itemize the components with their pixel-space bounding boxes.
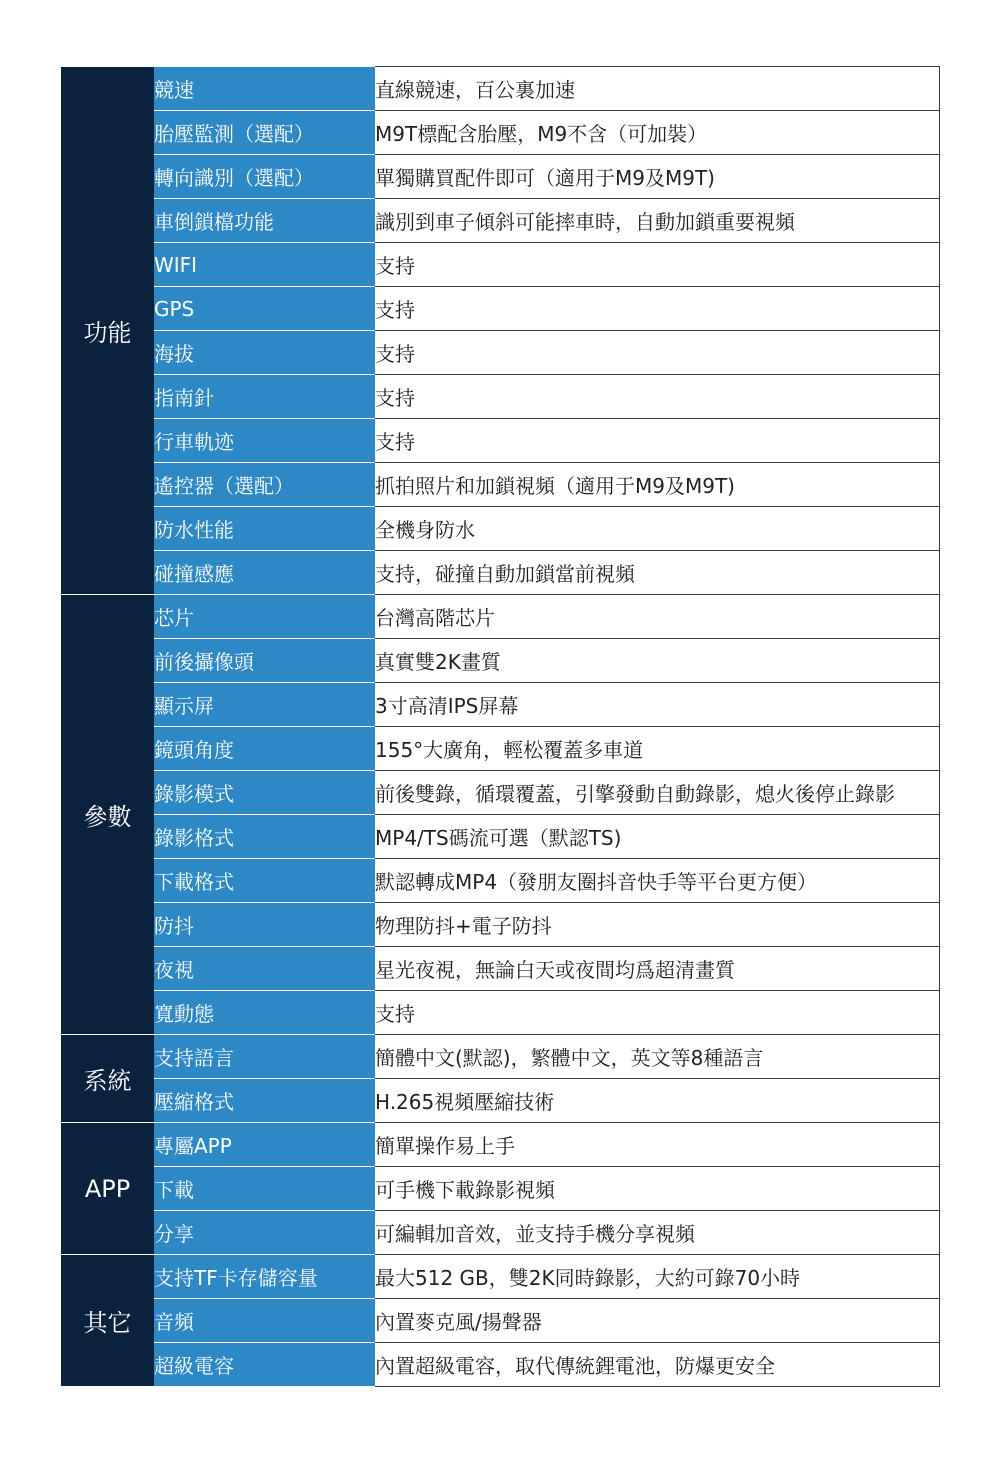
feature-label: 分享 xyxy=(154,1211,375,1255)
table-row xyxy=(61,947,940,991)
feature-label: 轉向識別（選配） xyxy=(154,155,375,199)
table-row xyxy=(61,1035,940,1079)
table-row xyxy=(61,243,940,287)
feature-value: 支持 xyxy=(375,375,940,419)
feature-value: 星光夜視，無論白天或夜間均爲超清畫質 xyxy=(375,947,940,991)
table-row xyxy=(61,287,940,331)
feature-value: 台灣高階芯片 xyxy=(375,595,940,639)
table-row xyxy=(61,595,940,639)
category-cell: 參數 xyxy=(61,595,154,1035)
feature-label: 海拔 xyxy=(154,331,375,375)
feature-value: 識別到車子傾斜可能摔車時，自動加鎖重要視頻 xyxy=(375,199,940,243)
table-row xyxy=(61,683,940,727)
feature-label: 支持語言 xyxy=(154,1035,375,1079)
table-row xyxy=(61,727,940,771)
feature-label: 競速 xyxy=(154,67,375,111)
feature-label: 芯片 xyxy=(154,595,375,639)
feature-label: 專屬APP xyxy=(154,1123,375,1167)
table-row xyxy=(61,859,940,903)
category-cell: APP xyxy=(61,1123,154,1255)
table-row xyxy=(61,1255,940,1299)
feature-value: 物理防抖+電子防抖 xyxy=(375,903,940,947)
feature-value: 支持 xyxy=(375,287,940,331)
table-row xyxy=(61,903,940,947)
feature-value: H.265視頻壓縮技術 xyxy=(375,1079,940,1123)
table-row xyxy=(61,419,940,463)
category-cell: 其它 xyxy=(61,1255,154,1387)
table-row xyxy=(61,639,940,683)
feature-value: 支持 xyxy=(375,991,940,1035)
spec-table xyxy=(61,66,940,1387)
feature-label: 寬動態 xyxy=(154,991,375,1035)
feature-value: 可手機下載錄影視頻 xyxy=(375,1167,940,1211)
feature-value: 直線競速，百公裏加速 xyxy=(375,67,940,111)
feature-value: 支持 xyxy=(375,243,940,287)
feature-value: 簡單操作易上手 xyxy=(375,1123,940,1167)
feature-value: 抓拍照片和加鎖視頻（適用于M9及M9T) xyxy=(375,463,940,507)
feature-value: 支持 xyxy=(375,419,940,463)
feature-value: MP4/TS碼流可選（默認TS) xyxy=(375,815,940,859)
feature-value: 默認轉成MP4（發朋友圈抖音快手等平台更方便） xyxy=(375,859,940,903)
feature-label: 夜視 xyxy=(154,947,375,991)
feature-label: WIFI xyxy=(154,243,375,287)
feature-label: 防抖 xyxy=(154,903,375,947)
feature-label: 音頻 xyxy=(154,1299,375,1343)
spec-table-body xyxy=(61,67,940,1387)
feature-value: 支持，碰撞自動加鎖當前視頻 xyxy=(375,551,940,595)
table-row xyxy=(61,771,940,815)
feature-label: 車倒鎖檔功能 xyxy=(154,199,375,243)
category-cell: 功能 xyxy=(61,67,154,595)
table-row xyxy=(61,551,940,595)
feature-value: 3寸高清IPS屏幕 xyxy=(375,683,940,727)
table-row xyxy=(61,111,940,155)
table-row xyxy=(61,1343,940,1387)
feature-label: 前後攝像頭 xyxy=(154,639,375,683)
feature-value: M9T標配含胎壓，M9不含（可加裝） xyxy=(375,111,940,155)
table-row xyxy=(61,1299,940,1343)
table-row xyxy=(61,67,940,111)
table-row xyxy=(61,991,940,1035)
feature-label: 下載格式 xyxy=(154,859,375,903)
table-row xyxy=(61,1167,940,1211)
feature-value: 最大512 GB，雙2K同時錄影，大約可錄70小時 xyxy=(375,1255,940,1299)
feature-label: 碰撞感應 xyxy=(154,551,375,595)
feature-label: 遙控器（選配） xyxy=(154,463,375,507)
table-row xyxy=(61,815,940,859)
feature-label: 錄影格式 xyxy=(154,815,375,859)
table-row xyxy=(61,375,940,419)
feature-value: 內置麥克風/揚聲器 xyxy=(375,1299,940,1343)
feature-label: 下載 xyxy=(154,1167,375,1211)
feature-label: 胎壓監測（選配） xyxy=(154,111,375,155)
feature-label: 顯示屏 xyxy=(154,683,375,727)
feature-value: 全機身防水 xyxy=(375,507,940,551)
feature-value: 可編輯加音效，並支持手機分享視頻 xyxy=(375,1211,940,1255)
feature-label: 行車軌迹 xyxy=(154,419,375,463)
table-row xyxy=(61,199,940,243)
table-row xyxy=(61,1211,940,1255)
table-row xyxy=(61,507,940,551)
feature-label: 支持TF卡存儲容量 xyxy=(154,1255,375,1299)
category-cell: 系統 xyxy=(61,1035,154,1123)
feature-label: 鏡頭角度 xyxy=(154,727,375,771)
feature-value: 支持 xyxy=(375,331,940,375)
table-row xyxy=(61,155,940,199)
table-row xyxy=(61,463,940,507)
feature-label: GPS xyxy=(154,287,375,331)
table-row xyxy=(61,1079,940,1123)
feature-value: 前後雙錄，循環覆蓋，引擎發動自動錄影，熄火後停止錄影 xyxy=(375,771,940,815)
feature-label: 防水性能 xyxy=(154,507,375,551)
table-row xyxy=(61,1123,940,1167)
feature-label: 錄影模式 xyxy=(154,771,375,815)
feature-value: 單獨購買配件即可（適用于M9及M9T) xyxy=(375,155,940,199)
feature-value: 155°大廣角，輕松覆蓋多車道 xyxy=(375,727,940,771)
table-row xyxy=(61,331,940,375)
feature-value: 簡體中文(默認)，繁體中文，英文等8種語言 xyxy=(375,1035,940,1079)
feature-value: 真實雙2K畫質 xyxy=(375,639,940,683)
feature-label: 壓縮格式 xyxy=(154,1079,375,1123)
feature-label: 超級電容 xyxy=(154,1343,375,1387)
feature-label: 指南針 xyxy=(154,375,375,419)
feature-value: 內置超級電容，取代傳統鋰電池，防爆更安全 xyxy=(375,1343,940,1387)
